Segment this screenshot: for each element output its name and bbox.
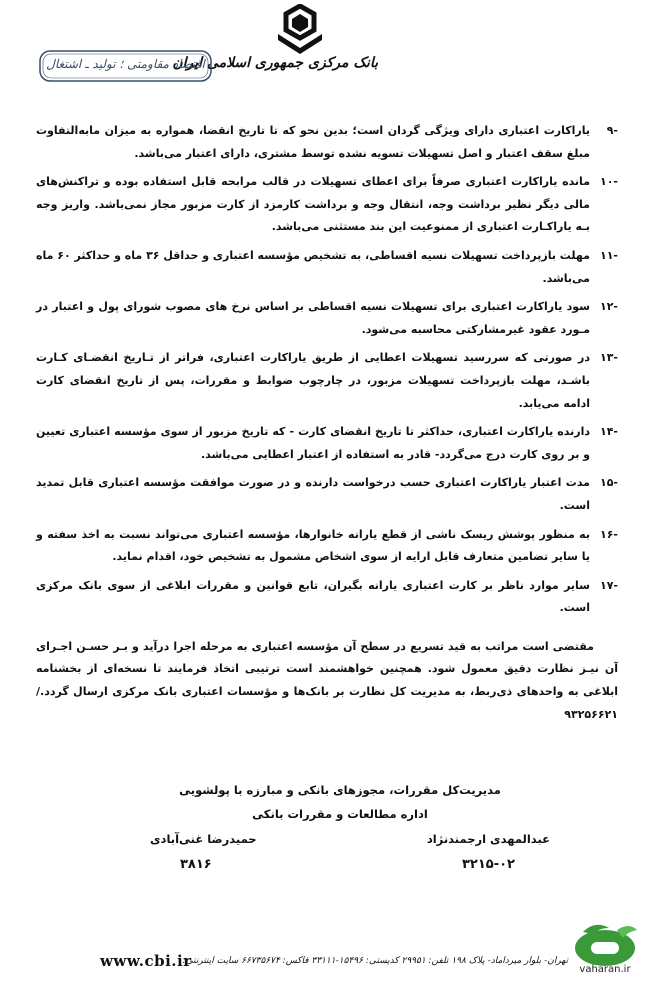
slogan-box <box>38 48 213 84</box>
item-number: -۱۵ <box>599 476 618 490</box>
item-text: سود یاراکارت اعتباری برای تسهیلات نسیه اقساطی بر اساس نرخ های مصوب شورای پول و اعتبار در مـورد عقود غیرمشارکتی محاسبه می‌شود. <box>36 300 590 336</box>
signatory-name-right: عبدالمهدی ارجمندنژاد <box>426 832 550 846</box>
item-text: دارنده یاراکارت اعتباری، حداکثر تا تاریخ انقضای کارت - که تاریخ مزبور از سوی مؤسسه اعتباری تعیین و بر روی کارت درج می‌گردد- قادر به استفاده از اعتبار اعطایی می‌باشد. <box>36 425 590 461</box>
watermark-text: vaharan.ir <box>579 964 631 975</box>
item-number: -۱۰ <box>599 175 618 189</box>
signatory-names <box>110 826 570 852</box>
list-item <box>36 575 618 620</box>
item-number: -۱۷ <box>599 578 618 592</box>
closing-paragraph: مقتضی است مراتب به قید تسریع در سطح آن مؤسسه اعتباری به مرحله اجرا درآید و بـر حسـن اجـرای آن نیـز نظارت دقیق معمول شود. همچنین خواهشمند است ترتیبی اتخاذ فرمایند تا نسخه‌ای از بخشنامه ابلاغی به واحدهای ذی‌ربط، به مدیریت کل نظارت بر بانک‌ها و مؤسسات اعتباری بانک مرکزی ارسال گردد./۹۳۲۵۶۶۲۱ <box>36 639 618 721</box>
signature-block <box>110 778 570 878</box>
list-item <box>36 347 618 415</box>
central-bank-logo-icon <box>270 4 330 56</box>
item-text: مدت اعتبار یاراکارت اعتباری حسب درخواست دارنده و در صورت موافقت مؤسسه اعتباری قابل تمدید است. <box>36 476 590 512</box>
item-text: در صورتی که سررسید تسهیلات اعطایی از طریق یاراکارت اعتباری، فراتر از تـاریخ انقضـای کـارت باشـد، مهلت بازپرداخت تسهیلات مزبور، در چارچوب ضوابط و مقررات، پس از تاریخ انقضای کارت ادامه می‌یابد. <box>36 351 590 410</box>
document-body <box>36 120 618 726</box>
list-item <box>36 120 618 165</box>
item-text: مانده یاراکارت اعتباری صرفاً برای اعطای تسهیلات در قالب مرابحه قابل استفاده بوده و تراکنش‌های مالی دیگر نظیر برداشت وجه، انتقال وجه و برداشت کارمزد از کارت مزبور مجاز نمی‌باشد. واریز وجه بـه یاراکـارت اعتباری از ممنوعیت این بند مستثنی می‌باشد. <box>36 175 590 234</box>
list-item <box>36 245 618 290</box>
website-link[interactable]: www.cbi.ir <box>100 952 192 970</box>
item-text: یاراکارت اعتباری دارای ویژگی گردان است؛ بدین نحو که تا تاریخ انقضا، همواره به میزان مابه‌التفاوت مبلغ سقف اعتبار و اصل تسهیلات تسویه نشده توسط مشتری، دارای اعتبار می‌باشد. <box>36 124 590 160</box>
item-text: سایر موارد ناظر بر کارت اعتباری یارانه بگیران، تابع قوانین و مقررات ابلاغی از سوی بانک مرکزی است. <box>36 578 590 615</box>
item-text: به منظور پوشش ریسک ناشی از قطع یارانه خانوارها، مؤسسه اعتباری می‌تواند نسبت به اخذ سفته و یا سایر تضامین متعارف قابل ارایه از سوی اشخاص مشمول به تشخیص خود، اقدام نماید. <box>36 527 590 564</box>
signatory-name-left: حمیدرضا غنی‌آبادی <box>150 832 257 846</box>
office-title: اداره مطالعات و مقررات بانکی <box>252 807 428 821</box>
list-item <box>36 472 618 517</box>
item-number: -۱۳ <box>599 351 618 365</box>
item-number: -۱۴ <box>599 425 618 439</box>
signatory-code-left: ۳۸۱۶ <box>180 857 212 872</box>
footer <box>100 952 570 974</box>
list-item <box>36 296 618 341</box>
list-item <box>36 171 618 239</box>
list-item <box>36 524 618 569</box>
item-text: مهلت بازپرداخت تسهیلات نسیه اقساطی، به تشخیص مؤسسه اعتباری و حداقل ۳۶ ماه و حداکثر ۶۰ ماه می‌باشد. <box>36 248 590 285</box>
item-number: -۱۱ <box>599 248 618 262</box>
signatory-code-right: ۳۲۱۵-۰۲ <box>461 857 515 872</box>
letterhead <box>0 0 650 100</box>
bank-name: بانک مرکزی جمهوری اسلامی ایران <box>172 55 378 71</box>
item-number: -۹ <box>606 124 618 137</box>
item-number: -۱۶ <box>599 527 618 541</box>
item-number: -۱۲ <box>599 300 618 314</box>
department-title: مدیریت‌کل مقررات، مجوزهای بانکی و مبارزه با پولشویی <box>179 783 501 797</box>
footer-address: تهران- بلوار میرداماد- پلاک ۱۹۸ تلفن: ۲۹۹۵۱ کدپستی: ۱۵۴۹۶-۳۳۱۱۱ فاکس: ۶۶۷۳۵۶۷۴ سایت اینترنتی: <box>182 956 568 966</box>
slogan-text: اقتصاد مقاومتی ؛ تولید ـ اشتغال <box>46 57 205 71</box>
signatory-codes <box>110 852 570 878</box>
list-item <box>36 421 618 466</box>
